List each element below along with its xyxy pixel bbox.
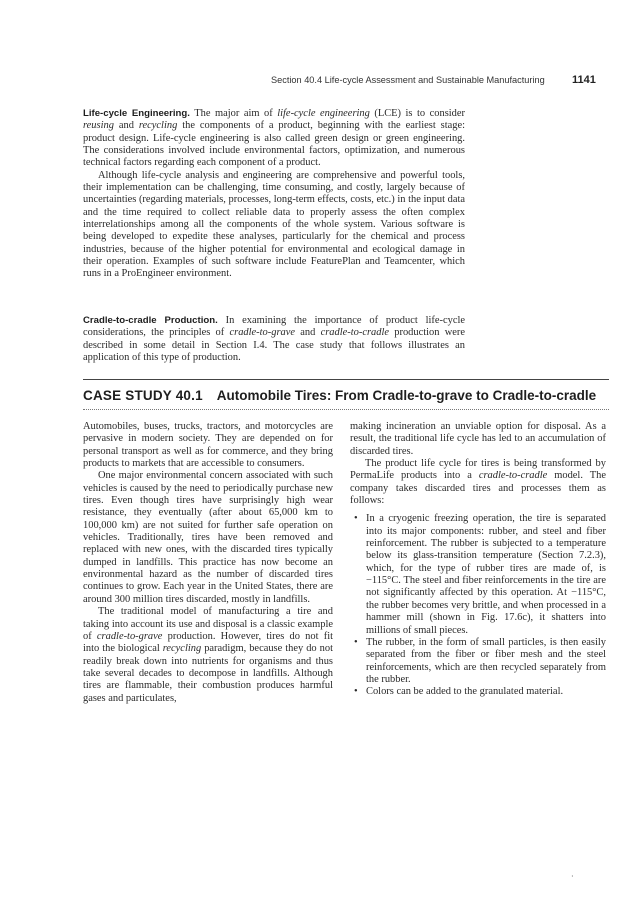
text-run: The traditional model of manufacturing a tire and taking into account its use and disposal is a classic example of: [83, 606, 333, 642]
text-run: and: [113, 120, 139, 132]
paragraph: Automobiles, buses, trucks, tractors, and motorcycles are pervasive in modern society. They are depended on for personal transport as well as for commerce, and they bring products to markets that are accessible to consumers.: [83, 421, 333, 470]
emphasis: cradle-to-cradle: [478, 470, 548, 482]
paragraph: making incineration an unviable option for disposal. As a result, the traditional life cycle has led to an accumulation of discarded tires.: [350, 421, 606, 457]
page-number: 1141: [572, 74, 596, 86]
list-item: • In a cryogenic freezing operation, the tire is separated into its major components: rubber, and steel and fiber reinforcement. The rubber is subjected to a temperature below its glass-transition temperature (Section 7.2.3), which, for the type of rubber tires are made of, is −115°C. The steel and fiber reinforcements in the tire are not significantly affected by this operation. At −115°C, the rubber becomes very brittle, and when processed in a hammer mill (shown in Fig. 17.6c), it shatters into millions of small pieces.: [350, 513, 606, 636]
case-study-title: Automobile Tires: From Cradle-to-grave to Cradle-to-cradle: [216, 388, 597, 403]
process-bullet-list: [350, 513, 606, 698]
text-run: the components of a product, beginning with the earliest stage: product design. Life-cycle engineering is also called green design or green engineering. The considerations involved include environmental factors, optimization, and numerous technical factors regarding each component of a product.: [83, 120, 465, 169]
text-run: production. However, tires do not fit into the biological: [83, 630, 334, 655]
paragraph: [83, 315, 465, 364]
run-in-heading: Cradle-to-cradle Production.: [83, 315, 218, 326]
emphasis: reusing: [83, 120, 114, 132]
paragraph: [350, 458, 606, 507]
run-in-heading: Life-cycle Engineering.: [83, 108, 190, 119]
case-study-label: CASE STUDY 40.1: [83, 388, 203, 403]
case-study-dotted-rule: [83, 409, 609, 410]
text-run: production were described in some detail in Section I.4. The case study that follows illustrates an application of this type of production.: [83, 327, 465, 364]
section-title: Section 40.4 Life-cycle Assessment and Sustainable Manufacturing: [271, 75, 545, 85]
text-run: model. The company takes discarded tires and processes them as follows:: [350, 470, 606, 507]
emphasis: life-cycle engineering: [277, 108, 370, 119]
text-run: The product life cycle for tires is being transformed by PermaLife products into a: [350, 458, 606, 482]
paragraph: [83, 108, 465, 170]
emphasis: cradle-to-grave: [96, 630, 163, 642]
list-item: • The rubber, in the form of small particles, is then easily separated from the fiber or fiber mesh and the steel reinforcements, which are then recycled separately from the rubber.: [350, 637, 606, 686]
running-header: [0, 75, 636, 89]
emphasis: cradle-to-cradle: [320, 327, 389, 339]
text-run: (LCE) is to consider: [369, 108, 465, 119]
cradle-to-cradle-section: [83, 315, 465, 364]
emphasis: recycling: [138, 120, 178, 132]
left-column: [83, 421, 333, 705]
text-run: In examining the importance of product life-cycle considerations, the principles of: [83, 315, 466, 339]
paragraph: One major environmental concern associated with such vehicles is caused by the need to periodically purchase new tires. Even though tires have surprisingly high wear resistance, they eventually (after about 65,000 km to 100,000 km) are not suited for further safe operation on vehicles. Traditionally, tires have been removed and replaced with new ones, with the discarded tires typically dumped in landfills. This practice has now become an environmental hazard as the number of discarded tires continues to grow. Each year in the United States, there are around 300 million tires discarded, mostly in landfills.: [83, 470, 333, 605]
text-run: The major aim of: [189, 108, 278, 119]
paragraph: Although life-cycle analysis and engineering are comprehensive and powerful tools, their implementation can be challenging, time consuming, and costly, largely because of uncertainties (regarding materials, processes, long-term effects, costs, etc.) in the input data and the time required to collect reliable data to properly assess the often complex interrelationships among all the components of the whole system. Various software is being developed to expedite these analyses, particularly for the chemical and process industries, because of the higher potential for environmental and ecological damage in their operation. Examples of such software include FeaturePlan and Teamcenter, which runs in a ProEngineer environment.: [83, 169, 465, 280]
case-study-heading: [83, 387, 596, 405]
list-item: • Colors can be added to the granulated material.: [350, 686, 606, 698]
text-run: paradigm, because they do not readily break down into nutrients for organisms and thus take several decades to decompose in landfills. Although tires are flammable, their combustion produces harmful gases and particulates,: [83, 643, 333, 704]
scan-mark: ·: [571, 872, 574, 881]
case-study-top-rule: [83, 379, 609, 380]
right-column: [350, 421, 606, 699]
emphasis: recycling: [162, 643, 202, 655]
emphasis: cradle-to-grave: [229, 327, 296, 339]
life-cycle-engineering-section: [83, 108, 465, 281]
paragraph: [83, 606, 333, 705]
text-run: and: [295, 327, 321, 339]
